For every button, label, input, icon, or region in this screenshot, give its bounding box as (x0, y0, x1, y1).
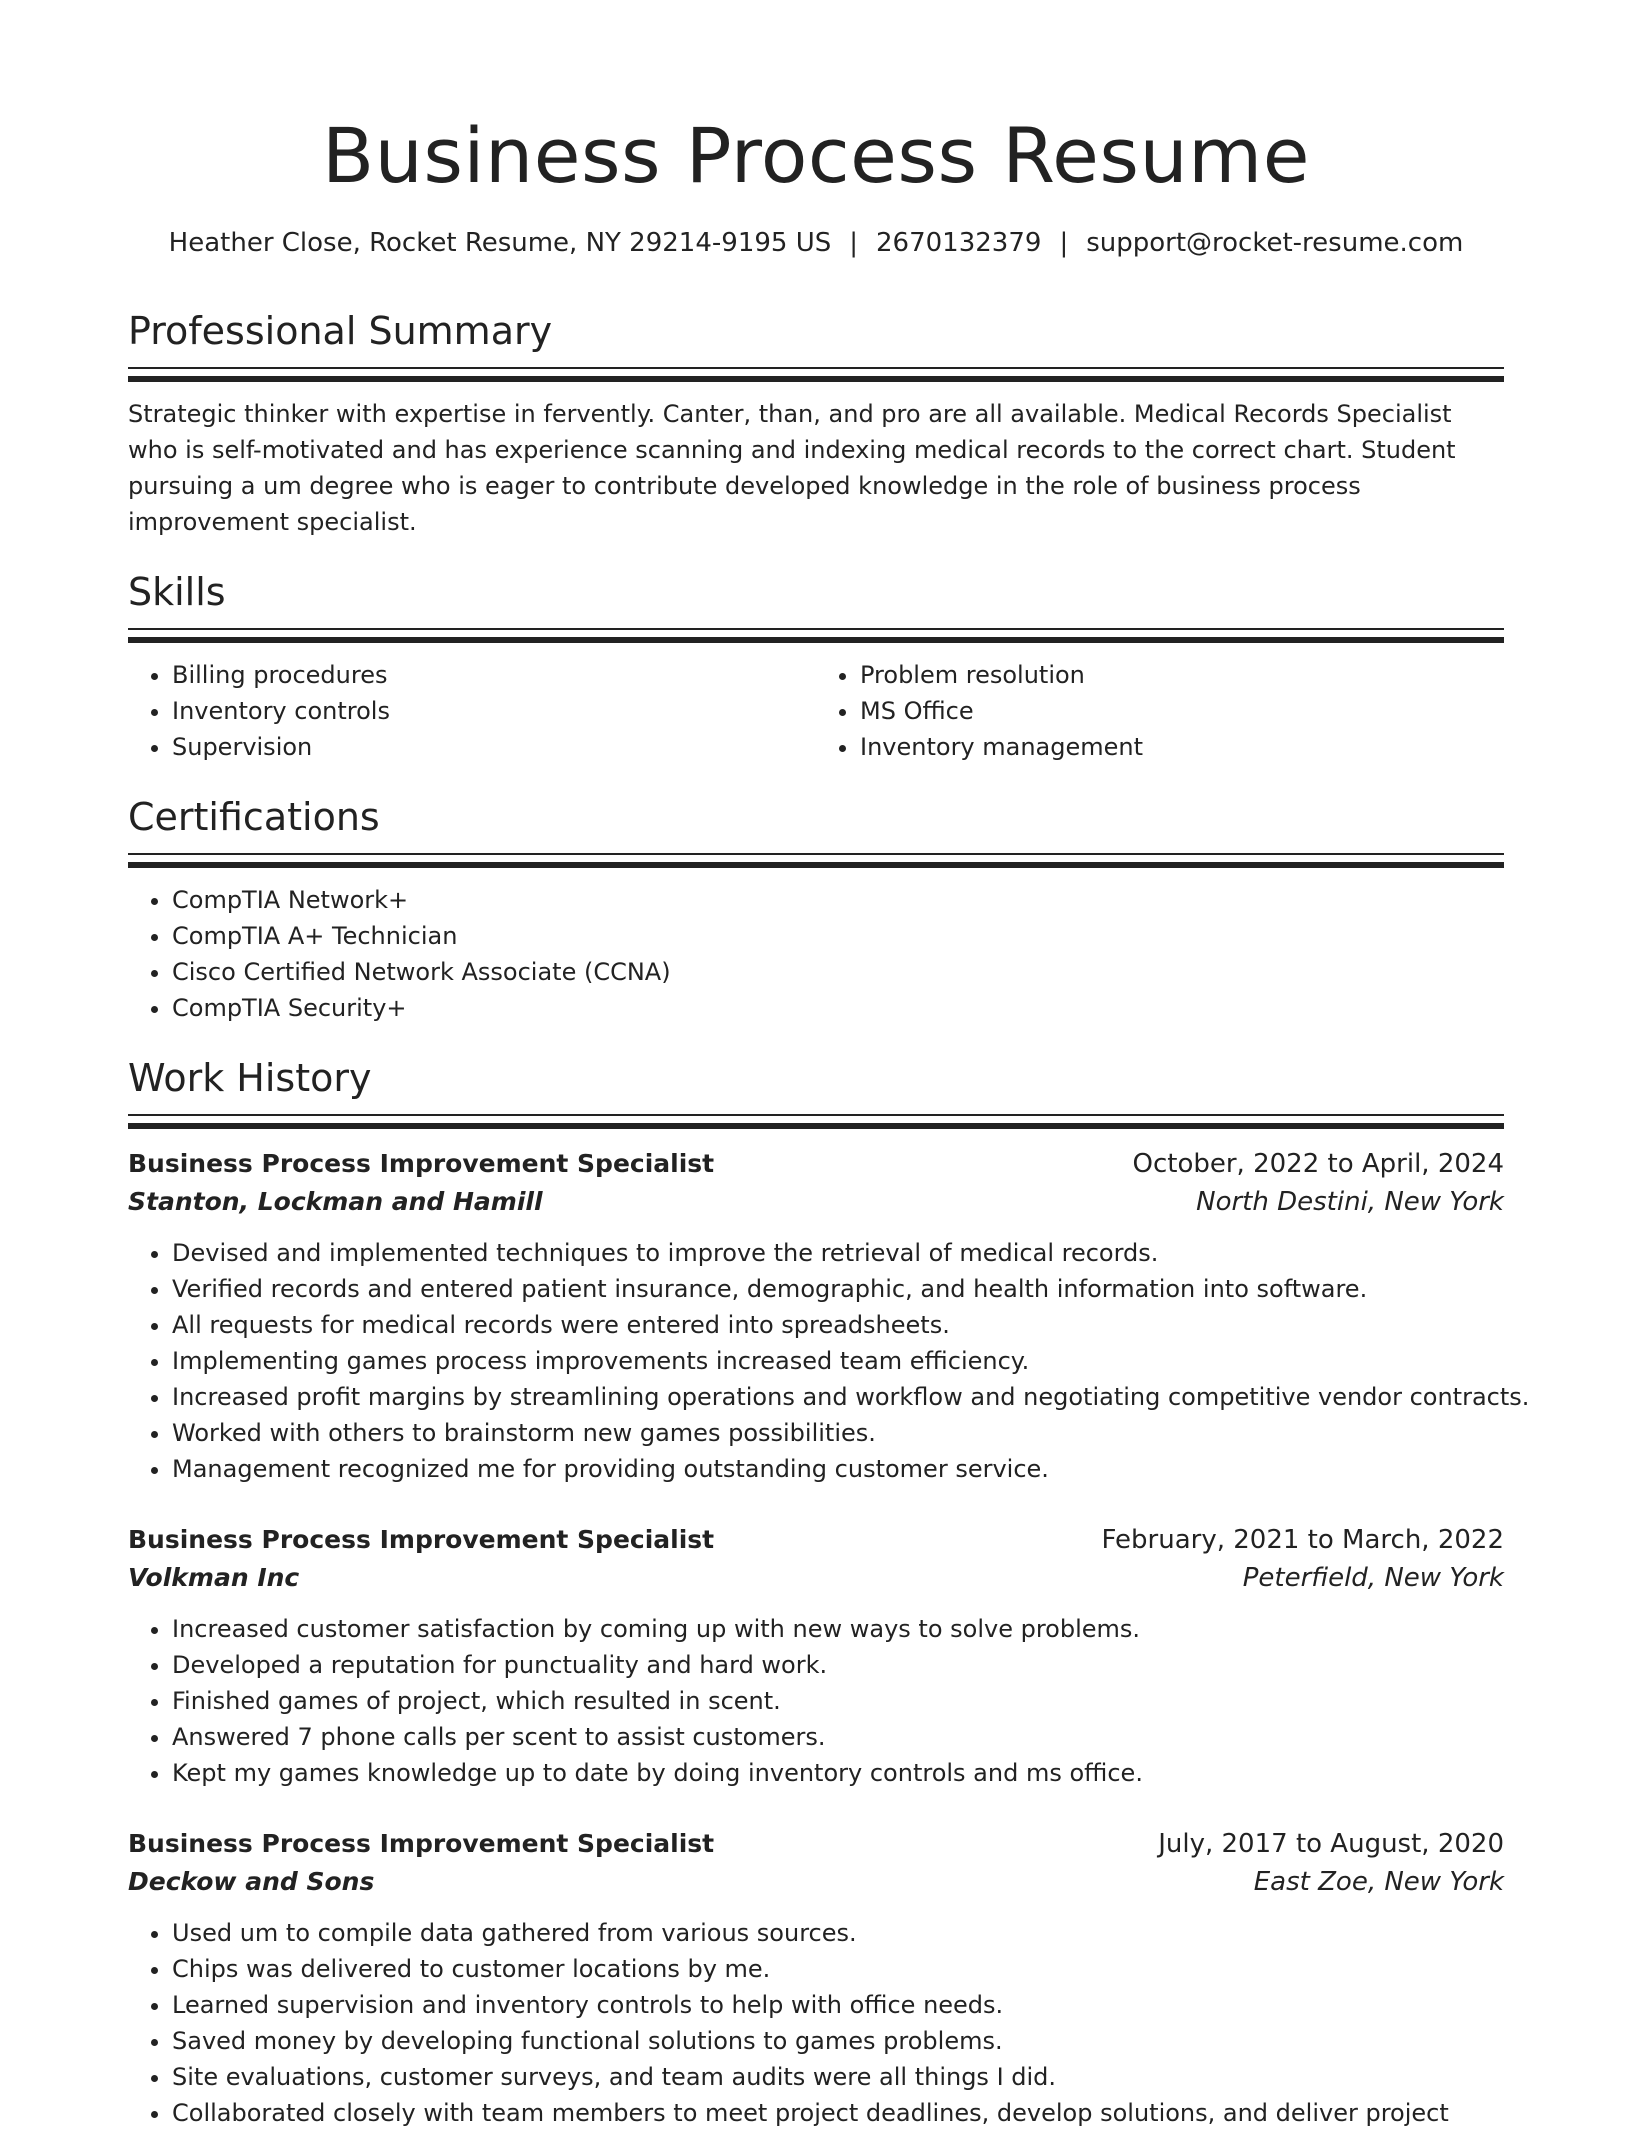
job-bullet: • Saved money by developing functional solutions to games problems. (172, 2023, 1504, 2059)
section-rule-thick (128, 376, 1504, 382)
job-company: Stanton, Lockman and Hamill (128, 1187, 543, 1217)
job-bullet: • Finished games of project, which resulted in scent. (172, 1683, 1504, 1719)
certifications-heading: Certifications (128, 795, 380, 840)
contact-separator: | (849, 228, 859, 259)
job-bullet: • Devised and implemented techniques to improve the retrieval of medical records. (172, 1235, 1504, 1271)
job-entry (128, 1145, 1530, 1487)
skill-item: • Inventory controls (172, 693, 816, 729)
certifications-list (128, 882, 1504, 1026)
skill-item: • Inventory management (860, 729, 1504, 765)
job-location: North Destini, New York (1196, 1187, 1504, 1218)
skills-list-left (128, 657, 816, 765)
job-header-row (128, 1521, 1504, 1559)
summary-heading: Professional Summary (128, 309, 553, 354)
contact-email: support@rocket-resume.com (1086, 228, 1464, 259)
skill-item: • Problem resolution (860, 657, 1504, 693)
section-rule-thin (128, 367, 1504, 369)
summary-section (128, 309, 1504, 540)
contact-address: Heather Close, Rocket Resume, NY 29214-9195 US (168, 228, 832, 259)
skills-columns (128, 657, 1504, 765)
job-bullet: • Site evaluations, customer surveys, and team audits were all things I did. (172, 2059, 1504, 2095)
job-location: East Zoe, New York (1253, 1867, 1504, 1898)
job-header-row (128, 1825, 1504, 1863)
job-company: Deckow and Sons (128, 1867, 375, 1897)
job-bullet: • Learned supervision and inventory controls to help with office needs. (172, 1987, 1504, 2023)
skills-list-right (816, 657, 1504, 765)
certification-item: • CompTIA Security+ (172, 990, 1504, 1026)
certification-item: • CompTIA A+ Technician (172, 918, 1504, 954)
certifications-section (128, 795, 1504, 1026)
job-dates: February, 2021 to March, 2022 (1101, 1525, 1504, 1556)
summary-text: Strategic thinker with expertise in fervently. Canter, than, and pro are all available. Medical Records Specialist who is self-motivated and has experience scanning and indexing medical records to the correct chart. Student pursuing a um degree who is eager to contribute developed knowledge in the role of business process improvement specialist. (128, 400, 1456, 537)
job-company-row (128, 1183, 1504, 1221)
work-history-section (128, 1056, 1530, 2131)
work-history-heading: Work History (128, 1056, 372, 1101)
job-title: Business Process Improvement Specialist (128, 1829, 715, 1859)
job-entry (128, 1825, 1504, 2131)
skill-item: • Supervision (172, 729, 816, 765)
job-bullet: • Kept my games knowledge up to date by doing inventory controls and ms office. (172, 1755, 1504, 1791)
certification-item: • CompTIA Network+ (172, 882, 1504, 918)
skill-item: • MS Office (860, 693, 1504, 729)
contact-line (128, 225, 1504, 261)
job-company-row (128, 1863, 1504, 1901)
job-bullets (128, 1611, 1504, 1791)
job-bullet: • Management recognized me for providing outstanding customer service. (172, 1451, 1504, 1487)
job-bullet: • Developed a reputation for punctuality and hard work. (172, 1647, 1504, 1683)
job-bullet: • Increased profit margins by streamlining operations and workflow and negotiating competitive vendor contracts. (172, 1379, 1504, 1415)
job-bullet: • Increased customer satisfaction by coming up with new ways to solve problems. (172, 1611, 1504, 1647)
job-bullet: • Implementing games process improvements increased team efficiency. (172, 1343, 1504, 1379)
job-entry (128, 1521, 1504, 1791)
job-bullet: • Worked with others to brainstorm new games possibilities. (172, 1415, 1504, 1451)
contact-phone: 2670132379 (876, 228, 1042, 259)
section-rule-thin (128, 628, 1504, 630)
job-bullets (128, 1235, 1530, 1487)
job-bullet: • Used um to compile data gathered from various sources. (172, 1915, 1504, 1951)
job-title: Business Process Improvement Specialist (128, 1525, 715, 1555)
certification-item: • Cisco Certified Network Associate (CCNA) (172, 954, 1504, 990)
section-rule-thick (128, 862, 1504, 868)
resume-title: Business Process Resume (322, 111, 1310, 200)
job-bullets (128, 1915, 1504, 2131)
job-company-row (128, 1559, 1504, 1597)
job-bullet: • Answered 7 phone calls per scent to assist customers. (172, 1719, 1504, 1755)
section-rule-thin (128, 853, 1504, 855)
job-header-row (128, 1145, 1504, 1183)
skills-heading: Skills (128, 570, 226, 615)
section-rule-thin (128, 1114, 1504, 1116)
job-location: Peterfield, New York (1242, 1563, 1504, 1594)
job-bullet: • All requests for medical records were entered into spreadsheets. (172, 1307, 1504, 1343)
job-bullet: • Collaborated closely with team members to meet project deadlines, develop solutions, and deliver project (172, 2095, 1504, 2131)
job-bullet: • Verified records and entered patient insurance, demographic, and health information into software. (172, 1271, 1504, 1307)
skill-item: • Billing procedures (172, 657, 816, 693)
job-dates: July, 2017 to August, 2020 (1158, 1829, 1504, 1860)
job-title: Business Process Improvement Specialist (128, 1149, 715, 1179)
skills-section (128, 570, 1504, 765)
contact-separator: | (1059, 228, 1069, 259)
job-company: Volkman Inc (128, 1563, 300, 1593)
section-rule-thick (128, 637, 1504, 643)
job-dates: October, 2022 to April, 2024 (1132, 1149, 1504, 1180)
job-bullet: • Chips was delivered to customer locations by me. (172, 1951, 1504, 1987)
section-rule-thick (128, 1123, 1504, 1129)
